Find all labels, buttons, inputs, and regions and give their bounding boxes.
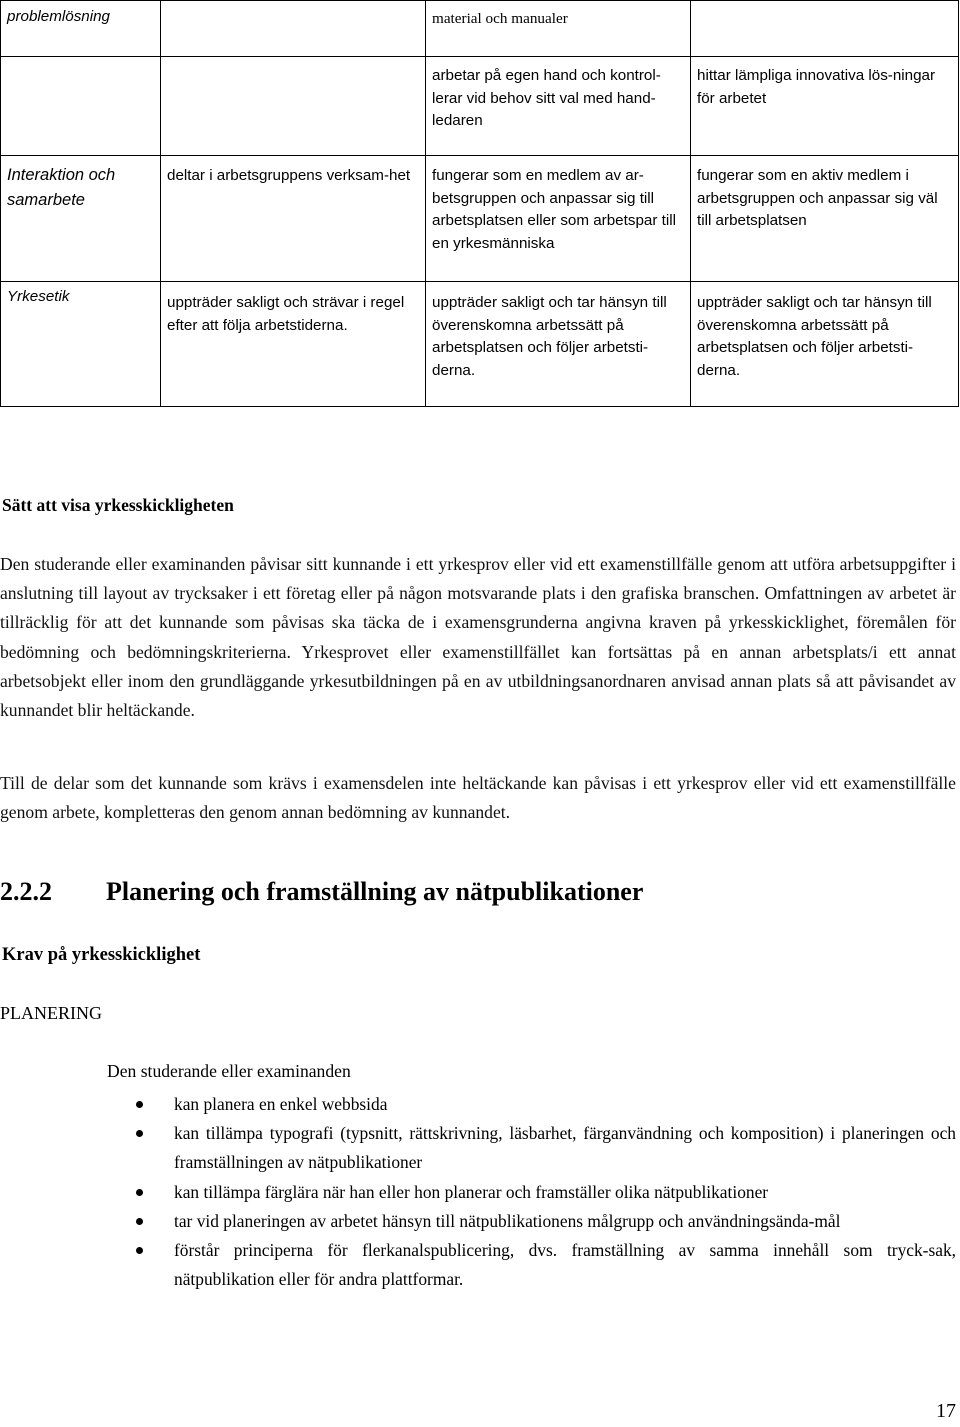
table-cell: arbetar på egen hand och kontrol-lerar vid behov sitt val med hand-ledaren [426, 57, 691, 156]
table-cell: material och manualer [426, 1, 691, 57]
chapter-heading [0, 877, 643, 907]
list-item: tar vid planeringen av arbetet hänsyn till nätpublikationens målgrupp och användningsända-mål [136, 1207, 956, 1236]
bullet-icon [136, 1247, 143, 1254]
table-row [1, 282, 959, 407]
assessment-criteria-table [0, 0, 959, 407]
intro-line: Den studerande eller examinanden [107, 1061, 351, 1081]
table-cell: fungerar som en aktiv medlem i arbetsgruppen och anpassar sig väl till arbetsplatsen [691, 156, 959, 282]
bullet-icon [136, 1130, 143, 1137]
requirements-list [136, 1090, 956, 1294]
chapter-number: 2.2.2 [0, 877, 52, 906]
requirements-heading: Krav på yrkesskicklighet [2, 945, 201, 965]
planning-heading: PLANERING [0, 1003, 102, 1023]
table-row [1, 1, 959, 57]
body-paragraph: Den studerande eller examinanden påvisar sitt kunnande i ett yrkesprov eller vid ett examenstillfälle genom att utföra arbetsuppgifter i anslutning till layout av trycksaker i ett företag eller på någon motsvarande plats i den grafiska branschen. Omfattningen av arbetet är tillräcklig för att det kunnande som påvisas ska täcka de i examensgrunderna angivna kraven på yrkesskicklighet, föremålen för bedömning och bedömningskriterierna. Yrkesprovet eller examenstillfället kan fortsättas på en annan arbetsplats/i ett annat arbetsobjekt eller inom den grundläggande yrkesutbildningen på en av utbildningsanordnaren anvisad annan plats så att påvisandet av kunnandet blir heltäckande. [0, 554, 956, 721]
bullet-icon [136, 1189, 143, 1196]
table-cell-target: Yrkesetik [1, 282, 161, 407]
section-heading: Sätt att visa yrkesskickligheten [2, 495, 234, 515]
table-cell: uppträder sakligt och tar hänsyn till överenskomna arbetssätt på arbetsplatsen och följer arbetsti-derna. [426, 282, 691, 407]
list-item: kan tillämpa typografi (typsnitt, rättskrivning, läsbarhet, färganvändning och komposition) i planeringen och framställningen av nätpublikationer [136, 1119, 956, 1177]
table-cell: fungerar som en medlem av ar-betsgruppen och anpassar sig till arbetsplatsen eller som arbetspar till en yrkesmänniska [426, 156, 691, 282]
table-cell-target: problemlösning [1, 1, 161, 57]
page-number: 17 [936, 1400, 956, 1422]
list-item: kan planera en enkel webbsida [136, 1090, 956, 1119]
bullet-icon [136, 1218, 143, 1225]
table-cell [691, 1, 959, 57]
table-cell-target [1, 57, 161, 156]
table-row [1, 57, 959, 156]
table-row [1, 156, 959, 282]
list-item: kan tillämpa färglära när han eller hon planerar och framställer olika nätpublikationer [136, 1178, 956, 1207]
table-cell [161, 1, 426, 57]
table-cell: deltar i arbetsgruppens verksam-het [161, 156, 426, 282]
table-cell: hittar lämpliga innovativa lös-ningar för arbetet [691, 57, 959, 156]
table-cell: uppträder sakligt och tar hänsyn till överenskomna arbetssätt på arbetsplatsen och följer arbetsti-derna. [691, 282, 959, 407]
chapter-title: Planering och framställning av nätpublikationer [106, 877, 644, 906]
list-item: förstår principerna för flerkanalspublicering, dvs. framställning av samma innehåll som tryck-sak, nätpublikation eller för andra plattformar. [136, 1236, 956, 1294]
table-cell-target: Interaktion och samarbete [1, 156, 161, 282]
body-paragraph: Till de delar som det kunnande som krävs i examensdelen inte heltäckande kan påvisas i ett yrkesprov eller vid ett examenstillfälle genom arbete, kompletteras den genom annan bedömning av kunnandet. [0, 773, 956, 823]
bullet-icon [136, 1101, 143, 1108]
table-cell [161, 57, 426, 156]
table-cell: uppträder sakligt och strävar i regel efter att följa arbetstiderna. [161, 282, 426, 407]
